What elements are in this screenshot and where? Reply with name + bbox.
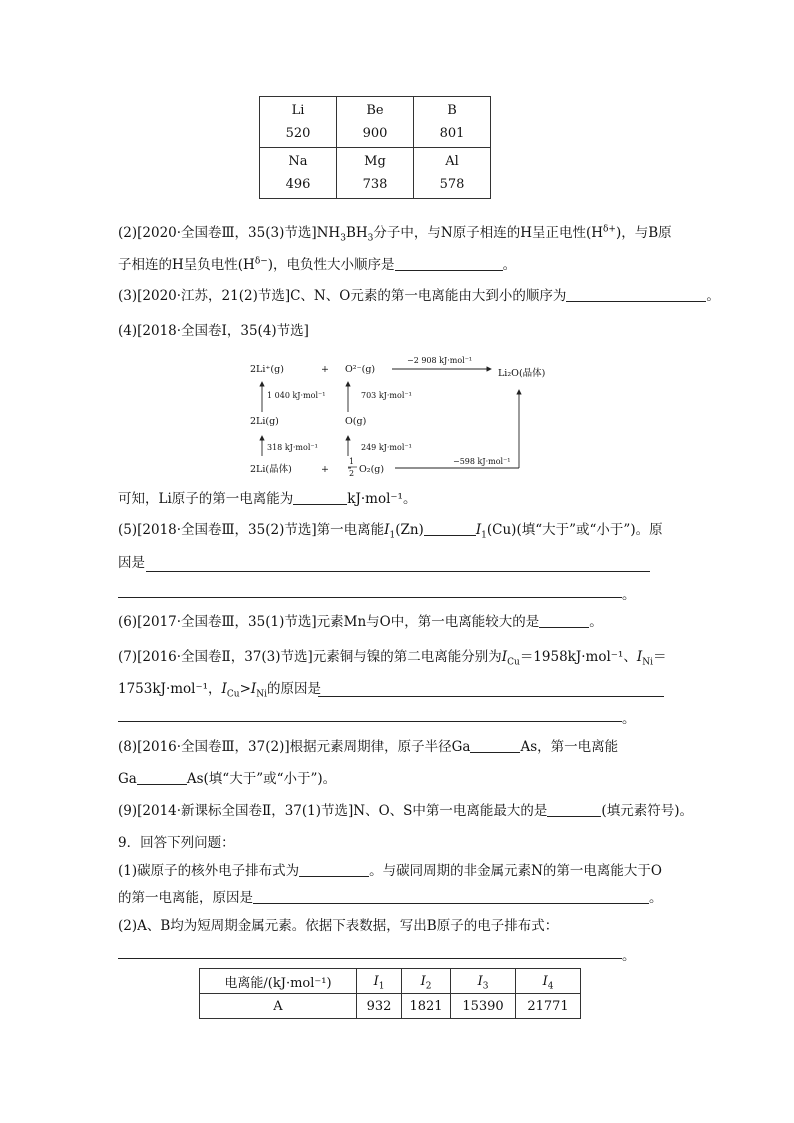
answer-blank[interactable] — [299, 862, 369, 877]
answer-blank[interactable] — [547, 802, 601, 817]
answer-blank[interactable] — [118, 957, 622, 959]
table-header: $I_4$ — [516, 969, 581, 994]
species-o2-gas: O₂(g) — [359, 464, 385, 475]
answer-blank[interactable] — [566, 287, 706, 302]
answer-blank[interactable] — [395, 256, 503, 271]
question-2-line-1: (2)[2020·全国卷Ⅲ，35(3)节选]$NH_3BH_3$分子中，与N原子相连的H呈正电性$(H^{\delta+})$，与B原 — [118, 224, 672, 244]
fraction-numerator: 1 — [349, 457, 355, 466]
fraction-denominator: 2 — [349, 469, 355, 478]
energy-label-249: 249 kJ·mol⁻¹ — [361, 443, 412, 452]
species-li2o-crystal: Li₂O(晶体) — [498, 368, 546, 379]
table-cell: Mg 738 — [337, 148, 414, 199]
table-cell: Al 578 — [414, 148, 491, 199]
problem-9-sub-2: (2)A、B均为短周期金属元素。依据下表数据，写出B原子的电子排布式： — [118, 918, 559, 934]
answer-blank[interactable] — [539, 613, 589, 628]
table-cell: Be 900 — [337, 97, 414, 148]
table-cell: 1821 — [402, 994, 451, 1019]
table-header: $I_3$ — [451, 969, 516, 994]
born-haber-cycle-diagram — [245, 352, 555, 478]
problem-9-title: 9．回答下列问题： — [118, 835, 235, 851]
table-cell: A — [200, 994, 357, 1019]
table-cell: B 801 — [414, 97, 491, 148]
question-8-line-2: Ga As(填“大于”或“小于”)。 — [118, 771, 337, 787]
species-li-crystal: 2Li(晶体) — [250, 464, 292, 475]
energy-label-598: −598 kJ·mol⁻¹ — [453, 457, 511, 466]
problem-9-sub-1: (1)碳原子的核外电子排布式为 。与碳同周期的非金属元素N的第一电离能大于O — [118, 863, 663, 879]
question-6: (6)[2017·全国卷Ⅲ，35(1)节选]元素Mn与O中，第一电离能较大的是 。 — [118, 614, 603, 630]
table-cell: 21771 — [516, 994, 581, 1019]
ionization-energy-table-2 — [199, 968, 581, 1019]
answer-blank[interactable] — [118, 596, 622, 598]
answer-blank[interactable] — [118, 720, 622, 722]
answer-blank[interactable] — [470, 738, 520, 753]
answer-blank[interactable] — [293, 490, 347, 505]
energy-label-1040: 1 040 kJ·mol⁻¹ — [267, 391, 326, 400]
ionization-energy-table — [259, 96, 491, 199]
plus-sign: + — [321, 364, 329, 375]
energy-label-703: 703 kJ·mol⁻¹ — [361, 391, 412, 400]
species-li-gas: 2Li(g) — [250, 416, 279, 427]
question-2-line-2: 子相连的H呈负电性$(H^{\delta-})$，电负性大小顺序是 。 — [118, 256, 517, 273]
question-7-line-2: 1753kJ·mol⁻¹，$I_{Cu}>I_{Ni}$的原因是 — [118, 681, 321, 700]
table-cell: Li 520 — [260, 97, 337, 148]
period: 。 — [622, 587, 636, 603]
answer-blank[interactable] — [318, 695, 664, 697]
question-4-answer: 可知，Li原子的第一电离能为 kJ·mol⁻¹。 — [118, 491, 417, 507]
question-5-line-2: 因是 — [118, 555, 145, 571]
table-header: $I_2$ — [402, 969, 451, 994]
species-oxide-ion-gas: O²⁻(g) — [345, 364, 376, 375]
question-5-line-1: (5)[2018·全国卷Ⅲ，35(2)节选]第一电离能$I_1(Zn)$ $I_1(Cu)$(填“大于”或“小于”)。原 — [118, 522, 663, 541]
answer-blank[interactable] — [253, 889, 649, 904]
species-li-ion-gas: 2Li⁺(g) — [250, 364, 284, 375]
answer-blank[interactable] — [137, 770, 187, 785]
plus-sign: + — [321, 464, 329, 475]
period: 。 — [622, 711, 636, 727]
question-8-line-1: (8)[2016·全国卷Ⅲ，37(2)]根据元素周期律，原子半径Ga As，第一电离能 — [118, 739, 619, 755]
question-4-title: (4)[2018·全国卷Ⅰ，35(4)节选] — [118, 323, 309, 339]
table-cell: 15390 — [451, 994, 516, 1019]
energy-label-lattice: −2 908 kJ·mol⁻¹ — [407, 356, 473, 365]
period: 。 — [622, 948, 636, 964]
table-row — [200, 994, 581, 1019]
table-cell: Na 496 — [260, 148, 337, 199]
table-header: 电离能/(kJ·mol⁻¹) — [200, 969, 357, 994]
species-o-gas: O(g) — [345, 416, 367, 427]
answer-blank[interactable] — [424, 521, 476, 536]
question-3: (3)[2020·江苏，21(2)节选]C、N、O元素的第一电离能由大到小的顺序为 。 — [118, 288, 720, 304]
table-header: $I_1$ — [357, 969, 402, 994]
question-7-line-1: (7)[2016·全国卷Ⅱ，37(3)节选]元素铜与镍的第二电离能分别为$I_{Cu}=1958kJ\cdot mol^{-1}$、$I_{Ni}=$ — [118, 649, 667, 668]
energy-label-318: 318 kJ·mol⁻¹ — [267, 443, 318, 452]
question-9: (9)[2014·新课标全国卷Ⅱ，37(1)节选]N、O、S中第一电离能最大的是 (填元素符号)。 — [118, 803, 693, 819]
table-cell: 932 — [357, 994, 402, 1019]
answer-blank[interactable] — [146, 570, 650, 572]
problem-9-sub-1-cont: 的第一电离能，原因是 。 — [118, 890, 663, 906]
